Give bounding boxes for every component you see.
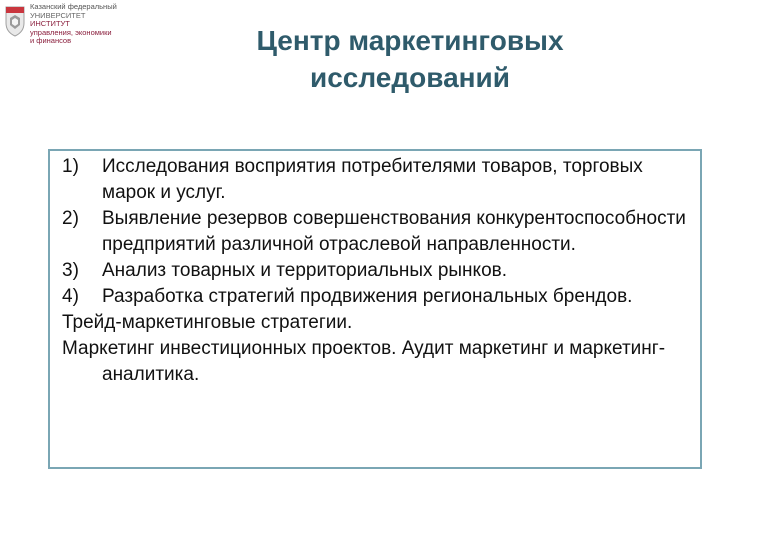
content-text [62,154,692,388]
logo-line: УНИВЕРСИТЕТ [30,10,86,20]
list-item-number: 1) [62,156,79,177]
paragraph-trade-marketing: Трейд-маркетинговые стратегии. [62,312,353,333]
list-item-number: 2) [62,208,79,229]
list-item-number: 4) [62,286,79,307]
list-item-text: Выявление резервов совершенствования конкурентоспособности предприятий различной отраслевой направленности. [102,208,686,255]
page-title-line: Центр маркетинговых [256,25,564,56]
logo-line: ИНСТИТУТ [30,19,70,29]
paragraph-investment-marketing: Маркетинг инвестиционных проектов. Аудит маркетинг и маркетинг- аналитика. [62,338,666,385]
list-item-text: Анализ товарных и территориальных рынков. [102,260,508,281]
list-item [62,284,692,310]
logo-line: и финансов [30,36,72,46]
list-item-text: Разработка стратегий продвижения региональных брендов. [102,286,633,307]
list-item [62,154,692,206]
logo-line: управления, экономики [30,27,112,37]
list-item-number: 3) [62,260,79,281]
list-item-text: Исследования восприятия потребителями товаров, торговых марок и услуг. [102,156,643,203]
logo-line: Казанский федеральный [30,2,117,11]
page-title-line: исследований [310,62,510,93]
list-item [62,258,692,284]
content-box [48,149,702,469]
page-title [0,19,780,96]
list-item [62,206,692,258]
